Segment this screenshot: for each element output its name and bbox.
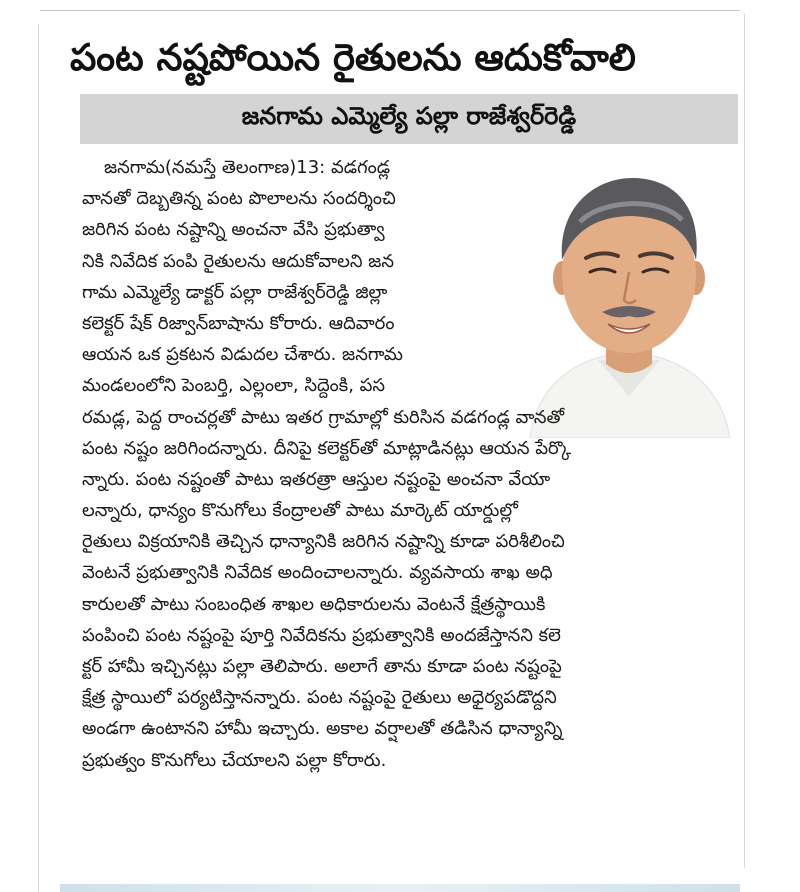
subheadline: జనగామ ఎమ్మెల్యే పల్లా రాజేశ్వర్‌రెడ్డి bbox=[241, 102, 577, 130]
right-column-rule bbox=[744, 14, 745, 868]
body-line: రమడ్ల, పెద్ద రాంచర్లతో పాటు ఇతర గ్రామాల్లో కురిసిన వడగండ్ల వానతో bbox=[82, 406, 565, 428]
subheadline-bar bbox=[80, 94, 738, 144]
body-line: వెంటనే ప్రభుత్వానికి నివేదిక అందించాలన్నారు. వ్యవసాయ శాఖ అధి bbox=[82, 562, 553, 584]
body-line: కలెక్టర్ షేక్ రిజ్వాన్‌బాషాను కోరారు. ఆదివారం bbox=[82, 312, 395, 334]
body-line: రైతులు విక్రయానికి తెచ్చిన ధాన్యానికి జరిగిన నష్టాన్ని కూడా పరిశీలించి bbox=[82, 531, 565, 553]
body-line: ఆయన ఒక ప్రకటన విడుదల చేశారు. జనగామ bbox=[82, 344, 403, 366]
body-line: కారులతో పాటు సంబంధిత శాఖల అధికారులను వెంటనే క్షేత్రస్థాయికి bbox=[82, 593, 546, 615]
article-body bbox=[82, 152, 738, 776]
bottom-edge-strip bbox=[60, 884, 740, 892]
body-line: లన్నారు, ధాన్యం కొనుగోలు కేంద్రాలతో పాటు మార్కెట్ యార్డుల్లో bbox=[82, 500, 518, 522]
body-line: గామ ఎమ్మెల్యే డాక్టర్ పల్లా రాజేశ్వర్‌రెడ్డి జిల్లా bbox=[82, 281, 388, 303]
top-rule bbox=[40, 10, 740, 11]
body-line: న్నారు. పంట నష్టంతో పాటు ఇతరత్రా ఆస్తుల నష్టంపై అంచనా వేయా bbox=[82, 468, 551, 490]
body-line: నికి నివేదిక పంపి రైతులను ఆదుకోవాలని జన bbox=[82, 250, 394, 272]
body-line: క్షేత్ర స్థాయిలో పర్యటిస్తానన్నారు. పంట నష్టంపై రైతులు అధైర్యపడొద్దని bbox=[82, 687, 557, 709]
body-line: పంట నష్టం జరిగిందన్నారు. దీనిపై కలెక్టర్‌తో మాట్లాడినట్లు ఆయన పేర్కొ bbox=[82, 437, 572, 459]
body-line: క్టర్ హామీ ఇచ్చినట్లు పల్లా తెలిపారు. అలాగే తాను కూడా పంట నష్టంపై bbox=[82, 656, 562, 677]
body-line: మండలంలోని పెంబర్తి, ఎల్లంలా, సిద్దెంకి, పస bbox=[82, 375, 386, 397]
body-line: జరిగిన పంట నష్టాన్ని అంచనా వేసి ప్రభుత్వా bbox=[82, 219, 385, 241]
body-line: పంపించి పంట నష్టంపై పూర్తి నివేదికను ప్రభుత్వానికి అందజేస్తానని కలె bbox=[82, 624, 561, 646]
body-line: జనగామ(నమస్తే తెలంగాణ)13: వడగండ్ల bbox=[104, 157, 391, 178]
headline: పంట నష్టపోయిన రైతులను ఆదుకోవాలి bbox=[70, 36, 636, 79]
left-column-rule bbox=[38, 24, 39, 892]
body-line: ప్రభుత్వం కొనుగోలు చేయాలని పల్లా కోరారు. bbox=[82, 749, 387, 771]
body-line: వానతో దెబ్బతిన్న పంట పొలాలను సందర్శించి bbox=[82, 188, 396, 210]
body-line: అండగా ఉంటానని హామీ ఇచ్చారు. అకాల వర్షాలతో తడిసిన ధాన్యాన్ని bbox=[82, 718, 563, 740]
